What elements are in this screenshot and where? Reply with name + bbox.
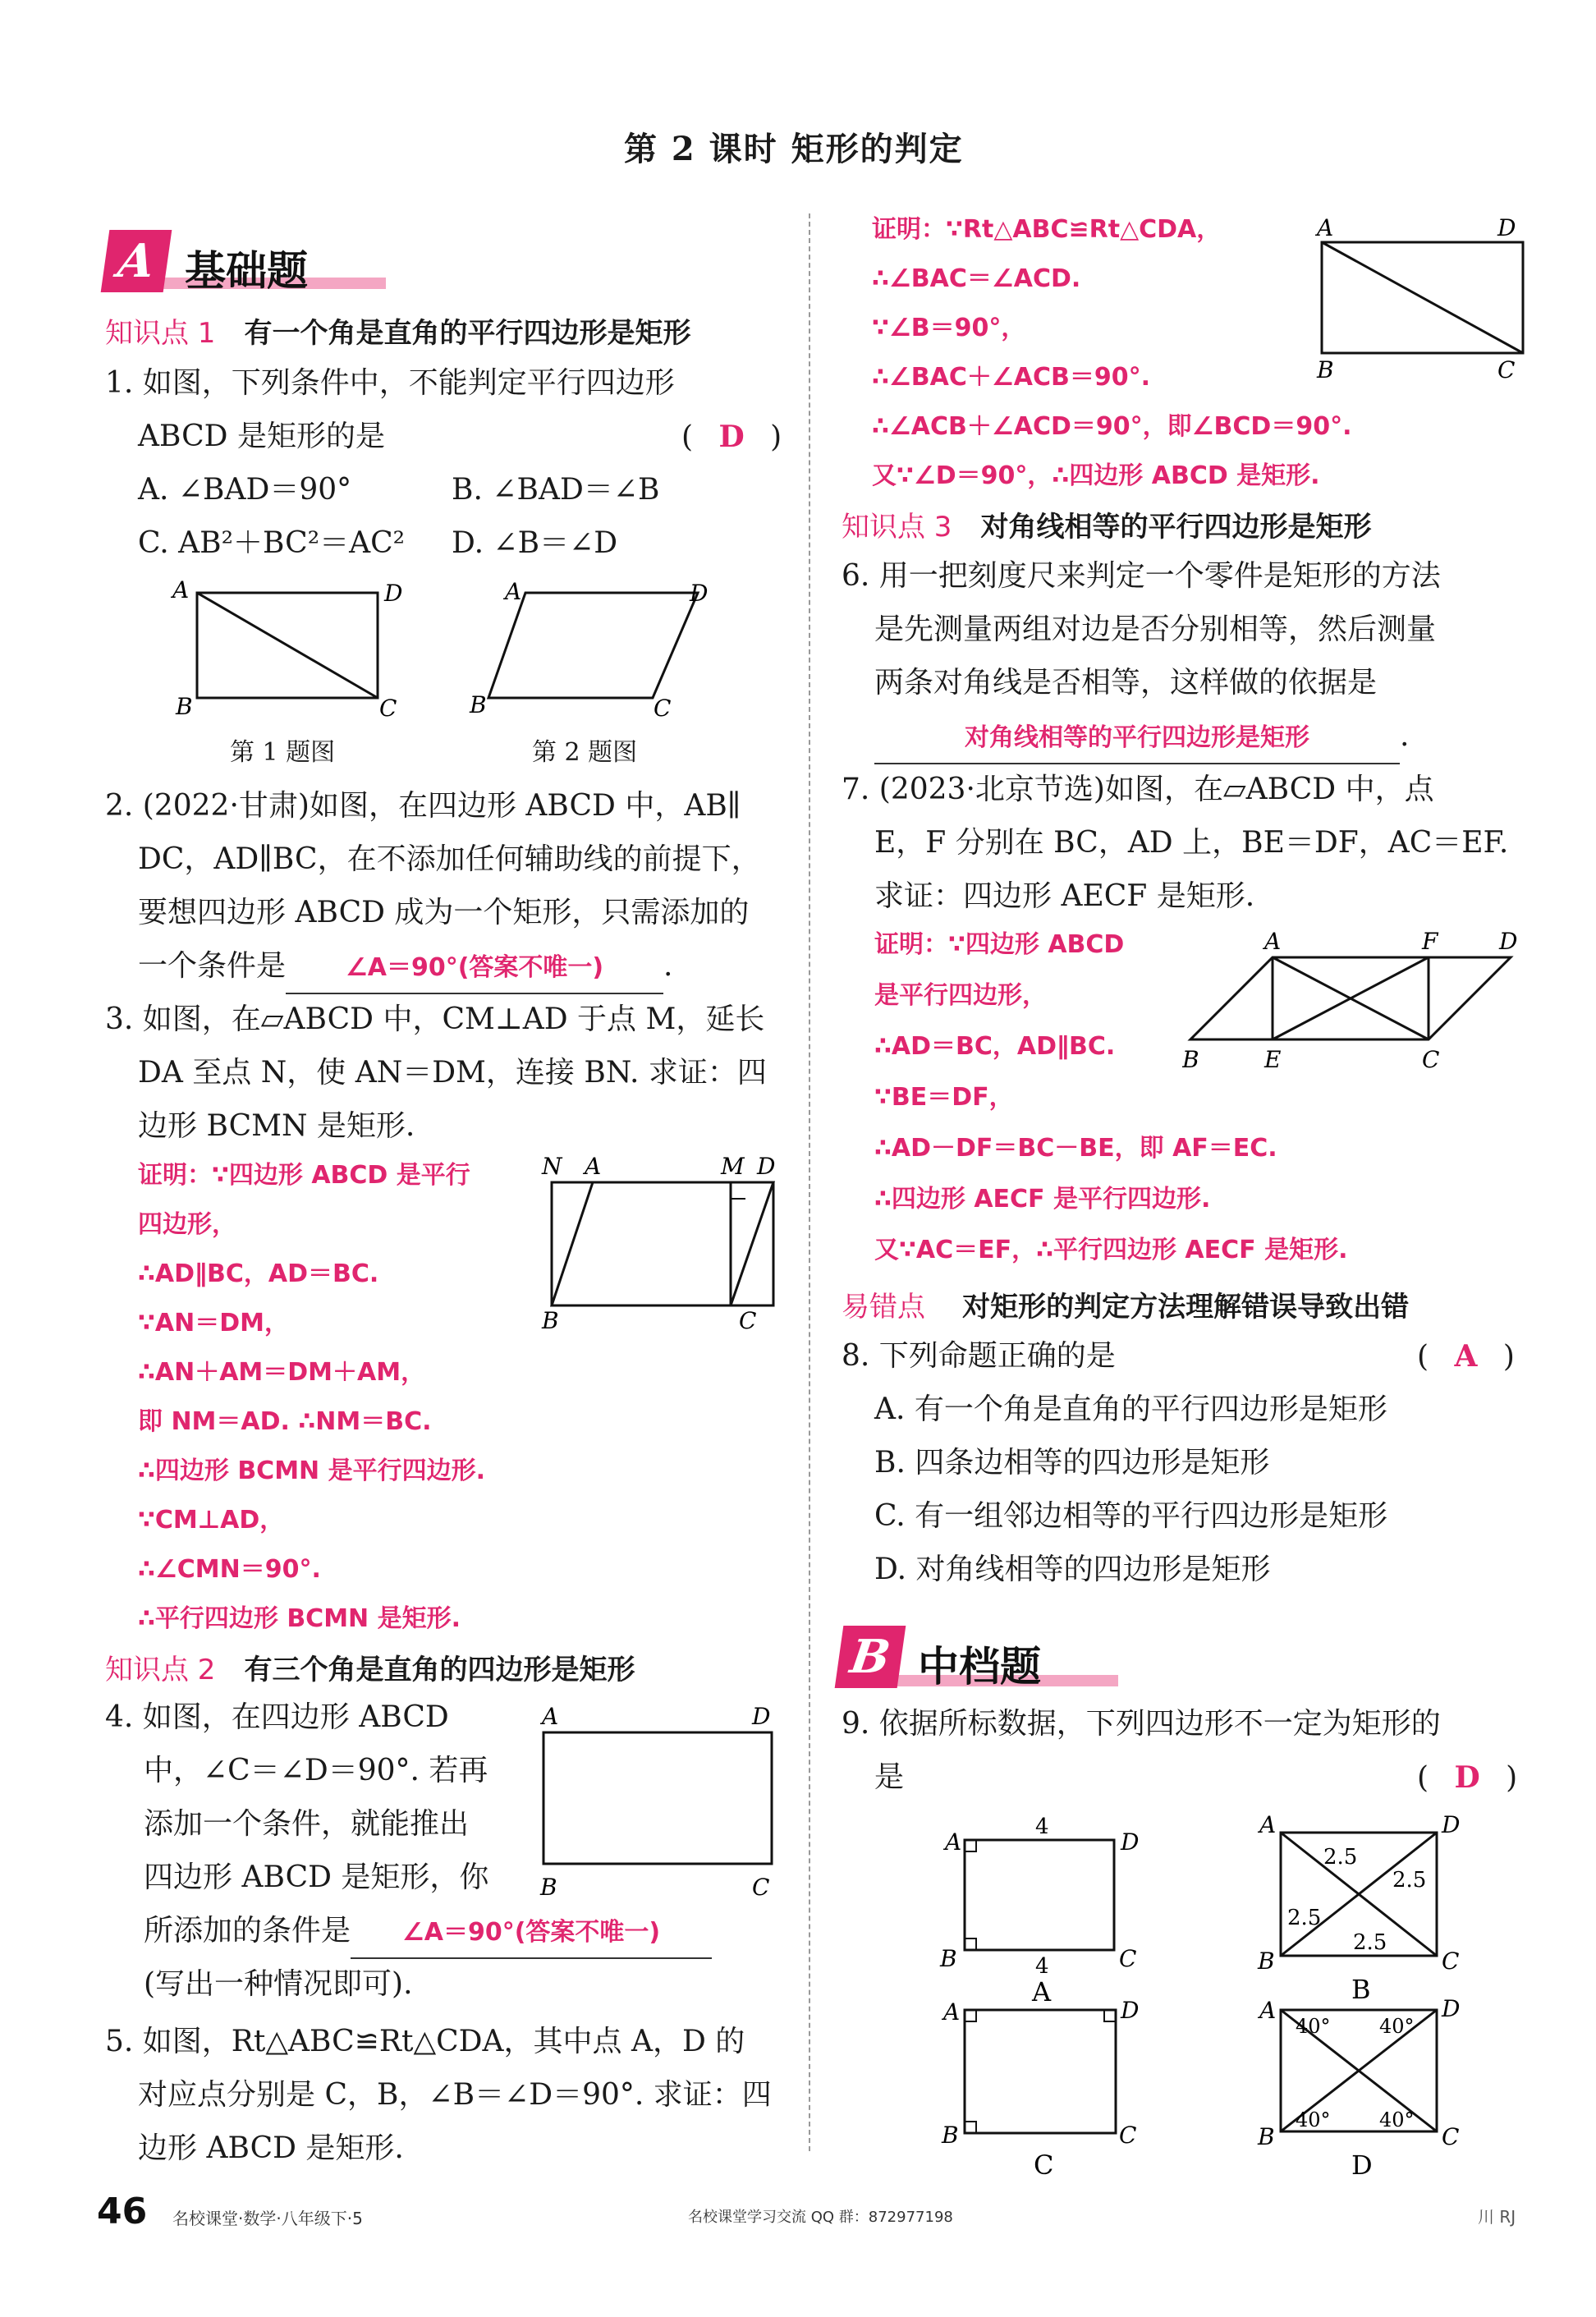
fig5-label-b: B: [1317, 356, 1334, 383]
fig7-label-e: E: [1264, 1046, 1282, 1073]
fig7-label-f: F: [1422, 928, 1438, 955]
q5-proof-line: ∴∠BAC＝∠ACD.: [872, 264, 1081, 293]
fig3-label-a: A: [585, 1153, 602, 1180]
q9b-caption: B: [1351, 1974, 1371, 2005]
q1-option-a: A. ∠BAD＝90°: [138, 473, 352, 507]
q5-proof: [872, 205, 1351, 501]
q4-line6: (写出一种情况即可).: [144, 1967, 413, 2001]
q9a-rect: [965, 1840, 1114, 1950]
q9-answer: D: [1454, 1760, 1480, 1795]
kp-err-label: 易错点: [842, 1291, 925, 1324]
q2-line4: 一个条件是 ∠A＝90°(答案不唯一) .: [138, 940, 672, 994]
page-title: 第 2 课时 矩形的判定: [624, 130, 964, 168]
q2-line3: 要想四边形 ABCD 成为一个矩形，只需添加的: [138, 896, 750, 929]
q9d-caption: D: [1351, 2150, 1373, 2181]
q9-answer-paren: ( D ): [1417, 1760, 1518, 1795]
q1-line1: 1. 如图，下列条件中，不能判定平行四边形: [105, 366, 675, 400]
q9a-top-value: 4: [1035, 1815, 1049, 1839]
q9a-bottom-value: 4: [1035, 1954, 1049, 1979]
q3-proof-line: ∴∠CMN＝90°.: [138, 1555, 321, 1584]
kp-err-title: 对矩形的判定方法理解错误导致出错: [962, 1291, 1410, 1324]
fig5-diagonal: [1322, 242, 1523, 353]
q4-line3: 添加一个条件，就能推出: [144, 1807, 470, 1841]
fig4-rect: [543, 1732, 772, 1864]
q4-figure: [525, 1691, 788, 1897]
q9d-angle: 40°: [1296, 2108, 1331, 2131]
q5-figure: [1305, 209, 1552, 386]
q9d-angle: 40°: [1379, 2108, 1415, 2131]
q4-line4: 四边形 ABCD 是矩形，你: [144, 1860, 489, 1894]
q6-answer: 对角线相等的平行四边形是矩形: [965, 723, 1309, 752]
q9b-label-a: A: [1259, 1811, 1277, 1838]
q6-line3: 两条对角线是否相等，这样做的依据是: [874, 666, 1378, 700]
q7-proof-line: 是平行四边形，: [874, 981, 1047, 1010]
q1-answer-paren: ( D ): [681, 420, 782, 454]
q8-option-c: C. 有一组邻边相等的平行四边形是矩形: [874, 1499, 1388, 1533]
footer-book: 名校课堂·数学·八年级下·5: [172, 2209, 363, 2228]
q9b-label-c: C: [1442, 1948, 1460, 1975]
q7-proof-line: 证明：∵四边形 ABCD: [874, 930, 1125, 959]
q9c-label-c: C: [1119, 2122, 1137, 2149]
q8-line1: 8. 下列命题正确的是: [842, 1339, 1116, 1373]
q4-line5: 所添加的条件是 ∠A＝90°(答案不唯一): [144, 1905, 712, 1959]
q9-figure-c: [932, 1987, 1162, 2188]
fig2-parallelogram: [488, 593, 698, 698]
fig7-label-a: A: [1264, 928, 1282, 955]
q9b-label-b: B: [1258, 1948, 1275, 1975]
q3-figure: [534, 1149, 788, 1347]
q2-answer: ∠A＝90°(答案不唯一): [345, 953, 604, 982]
q7-proof-line: ∵BE＝DF，: [874, 1083, 1014, 1112]
q6-line2: 是先测量两组对边是否分别相等，然后测量: [874, 613, 1437, 646]
q9b-value: 2.5: [1323, 1845, 1358, 1870]
q3-proof-line: 证明：∵四边形 ABCD 是平行: [138, 1161, 470, 1190]
q8-option-b: B. 四条边相等的四边形是矩形: [874, 1446, 1270, 1480]
q7-proof-line: ∴AD－DF＝BC－BE，即 AF＝EC.: [874, 1134, 1277, 1163]
q3-line1: 3. 如图，在▱ABCD 中，CM⊥AD 于点 M，延长: [105, 1003, 765, 1036]
q8-answer-paren: ( A ): [1417, 1339, 1515, 1374]
q2-line2: DC，AD∥BC，在不添加任何辅助线的前提下，: [138, 842, 761, 876]
q9a-right-angle-b: [965, 1938, 976, 1950]
q9c-label-d: D: [1121, 1997, 1140, 2024]
q3-proof-line: ∵AN＝DM，: [138, 1309, 289, 1337]
q9c-right-angle-d: [1104, 2010, 1116, 2021]
q2-line1: 2. (2022·甘肃)如图，在四边形 ABCD 中，AB∥: [105, 789, 741, 823]
fig2-label-c: C: [654, 695, 672, 722]
q9c-caption: C: [1034, 2150, 1054, 2181]
q9-figure-d: [1248, 1987, 1478, 2188]
q9b-value: 2.5: [1287, 1906, 1322, 1930]
q9d-label-b: B: [1258, 2123, 1275, 2150]
q8-option-a: A. 有一个角是直角的平行四边形是矩形: [874, 1392, 1387, 1426]
footer-edition: 川 RJ: [1478, 2207, 1516, 2227]
kp1-label: 知识点 1: [105, 317, 216, 350]
q5-proof-line: 证明：∵Rt△ABC≌Rt△CDA，: [872, 215, 1222, 244]
kp2-label: 知识点 2: [105, 1654, 216, 1686]
fig1-label-c: C: [379, 695, 397, 722]
q2-figure: [460, 575, 722, 723]
q7-line1: 7. (2023·北京节选)如图，在▱ABCD 中，点: [842, 773, 1434, 806]
q9b-value: 2.5: [1392, 1868, 1427, 1893]
q9-figure-a: [932, 1810, 1162, 2012]
q4-line2: 中，∠C＝∠D＝90°. 若再: [144, 1754, 488, 1787]
q9a-label-b: B: [940, 1945, 957, 1972]
q9c-right-angle-b: [965, 2122, 976, 2133]
q6-line1: 6. 用一把刻度尺来判定一个零件是矩形的方法: [842, 559, 1441, 593]
section-a-badge: A: [101, 230, 172, 292]
kp2-heading: [105, 1647, 635, 1687]
fig7-label-d: D: [1499, 928, 1518, 955]
q3-proof: [138, 1151, 485, 1644]
fig3-label-d: D: [757, 1153, 776, 1180]
q3-proof-line: ∵CM⊥AD，: [138, 1506, 285, 1535]
q1-option-b: B. ∠BAD＝∠B: [452, 473, 660, 507]
q3-line2: DA 至点 N，使 AN＝DM，连接 BN. 求证：四: [138, 1056, 767, 1090]
q7-line3: 求证：四边形 AECF 是矩形.: [874, 879, 1255, 913]
fig3-label-b: B: [542, 1307, 559, 1334]
fig1-diagonal: [197, 593, 378, 698]
fig1-label-b: B: [176, 693, 193, 720]
fig1-label-a: A: [172, 576, 190, 603]
kp3-label: 知识点 3: [842, 511, 952, 544]
column-divider: [809, 213, 810, 2151]
q5-line2: 对应点分别是 C，B，∠B＝∠D＝90°. 求证：四: [138, 2078, 772, 2112]
section-b-badge: B: [835, 1626, 906, 1688]
section-a-title: 基础题: [185, 247, 308, 295]
q3-proof-line: 即 NM＝AD. ∴NM＝BC.: [138, 1407, 432, 1436]
q1-option-d: D. ∠B＝∠D: [452, 526, 618, 560]
fig4-label-c: C: [752, 1874, 770, 1897]
kp1-title: 有一个角是直角的平行四边形是矩形: [244, 317, 691, 350]
q1-fig1-caption: 第 1 题图: [230, 738, 336, 767]
fig2-label-a: A: [505, 578, 522, 605]
q5-line3: 边形 ABCD 是矩形.: [138, 2131, 404, 2165]
footer-qq: 名校课堂学习交流 QQ 群：872977198: [688, 2209, 953, 2226]
q3-proof-line: 四边形，: [138, 1210, 236, 1239]
q9-line2: 是: [874, 1760, 905, 1794]
q4-line1: 4. 如图，在四边形 ABCD: [105, 1700, 449, 1734]
kp1-heading: [105, 310, 691, 351]
q9d-label-a: A: [1259, 1997, 1277, 2024]
q7-proof-line: 又∵AC＝EF，∴平行四边形 AECF 是矩形.: [874, 1236, 1348, 1264]
q9b-value: 2.5: [1353, 1930, 1387, 1955]
q1-figure: [164, 575, 410, 723]
fig3-label-m: M: [721, 1153, 745, 1180]
q9-figure-b: [1248, 1805, 1478, 2006]
q9d-angle: 40°: [1379, 2015, 1415, 2038]
fig7-label-b: B: [1182, 1046, 1199, 1073]
q9a-caption: A: [1032, 1976, 1052, 2007]
q5-line1: 5. 如图，Rt△ABC≌Rt△CDA，其中点 A，D 的: [105, 2025, 745, 2058]
q1-fig2-caption: 第 2 题图: [532, 738, 638, 767]
kp3-title: 对角线相等的平行四边形是矩形: [980, 511, 1372, 544]
q9d-label-d: D: [1442, 1995, 1461, 2022]
q9b-label-d: D: [1442, 1811, 1461, 1838]
q1-answer: D: [718, 420, 745, 454]
q7-proof-line: ∴四边形 AECF 是平行四边形.: [874, 1185, 1211, 1214]
q1-line2: ABCD 是矩形的是: [138, 420, 385, 453]
fig2-label-b: B: [470, 691, 487, 718]
q9c-right-angle-a: [965, 2010, 976, 2021]
q8-option-d: D. 对角线相等的四边形是矩形: [874, 1553, 1271, 1586]
q4-answer: ∠A＝90°(答案不唯一): [401, 1918, 661, 1947]
fig4-label-a: A: [542, 1703, 559, 1730]
q9d-angle: 40°: [1296, 2015, 1331, 2038]
kp2-title: 有三个角是直角的四边形是矩形: [244, 1654, 635, 1686]
q3-proof-line: ∴AD∥BC，AD＝BC.: [138, 1259, 379, 1288]
q5-proof-line: ∴∠BAC＋∠ACB＝90°.: [872, 363, 1151, 392]
q9a-right-angle-a: [965, 1840, 976, 1851]
q9c-rect: [965, 2010, 1116, 2133]
q1-option-c: C. AB²＋BC²＝AC²: [138, 526, 406, 560]
q9-line1: 9. 依据所标数据，下列四边形不一定为矩形的: [842, 1707, 1441, 1741]
q3-proof-line: ∴平行四边形 BCMN 是矩形.: [138, 1604, 461, 1633]
q6-line4: 对角线相等的平行四边形是矩形 .: [874, 710, 1409, 764]
q7-line2: E，F 分别在 BC，AD 上，BE＝DF，AC＝EF.: [874, 826, 1509, 860]
q7-proof-line: ∴AD＝BC，AD∥BC.: [874, 1032, 1116, 1061]
q7-figure: [1182, 926, 1527, 1082]
fig3-parallelogram: [552, 1182, 773, 1305]
q5-proof-line: 又∵∠D＝90°，∴四边形 ABCD 是矩形.: [872, 461, 1320, 490]
q8-answer: A: [1454, 1339, 1478, 1374]
q3-proof-line: ∴AN＋AM＝DM＋AM，: [138, 1358, 426, 1387]
q9a-label-c: C: [1119, 1945, 1137, 1972]
fig5-label-a: A: [1317, 214, 1334, 241]
fig5-label-d: D: [1497, 214, 1516, 241]
fig4-label-b: B: [540, 1874, 557, 1897]
q9c-label-b: B: [942, 2122, 959, 2149]
fig3-right-angle: [731, 1182, 745, 1199]
fig3-label-n: N: [542, 1153, 562, 1180]
q9d-label-c: C: [1442, 2123, 1460, 2150]
page-number: 46: [97, 2191, 148, 2232]
q9a-label-d: D: [1121, 1828, 1140, 1856]
fig1-label-d: D: [384, 580, 403, 607]
section-b-title: 中档题: [918, 1643, 1041, 1691]
fig3-label-c: C: [739, 1307, 757, 1334]
q5-proof-line: ∵∠B＝90°，: [872, 314, 1026, 342]
q3-proof-line: ∴四边形 BCMN 是平行四边形.: [138, 1457, 486, 1485]
fig2-label-d: D: [690, 580, 709, 607]
q9c-label-a: A: [943, 1998, 961, 2026]
q3-line3: 边形 BCMN 是矩形.: [138, 1109, 415, 1143]
q5-proof-line: ∴∠ACB＋∠ACD＝90°，即∠BCD＝90°.: [872, 412, 1352, 441]
fig4-label-d: D: [752, 1703, 771, 1730]
kp3-heading: [842, 504, 1372, 544]
fig5-label-c: C: [1497, 356, 1516, 383]
fig3-rect: [552, 1182, 773, 1305]
kp-err-heading: [842, 1284, 1409, 1324]
fig7-label-c: C: [1422, 1046, 1440, 1073]
q9a-label-a: A: [945, 1828, 962, 1856]
